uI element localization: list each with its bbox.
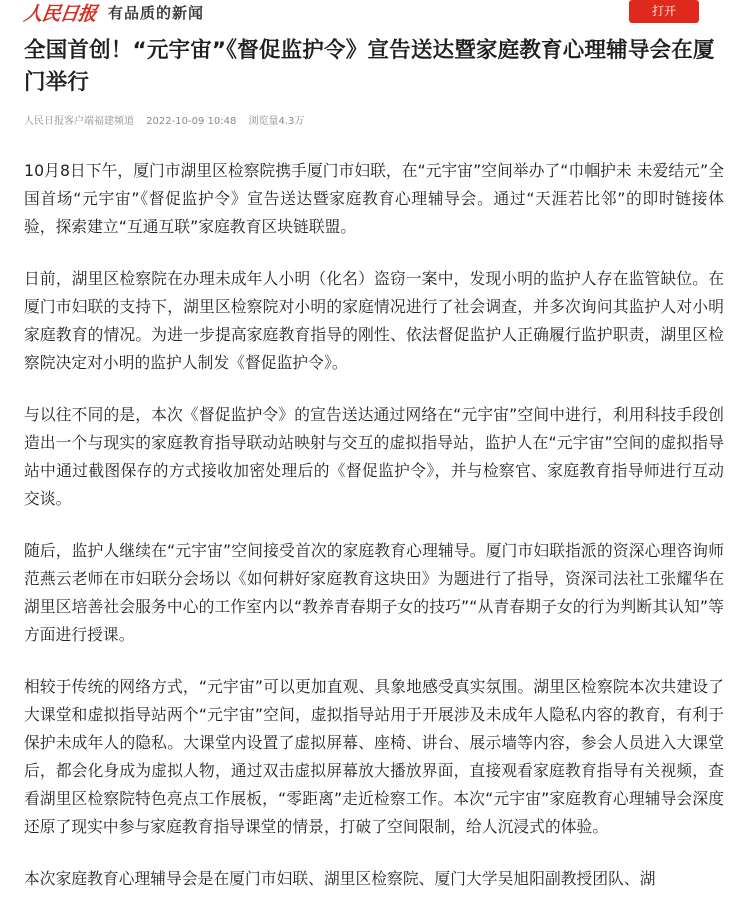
logo-brand-text: 人民日报: [22, 2, 98, 25]
article-paragraph: 相较于传统的网络方式，“元宇宙”可以更加直观、具象地感受真实氛围。湖里区检察院本次共建设了大课堂和虚拟指导站两个“元宇宙”空间，虚拟指导站用于开展涉及未成年人隐私内容的教育，有利于保护未成年人的隐私。大课堂内设置了虚拟屏幕、座椅、讲台、展示墙等内容，参会人员进入大课堂后，都会化身成为虚拟人物，通过双击虚拟屏幕放大播放界面，直接观看家庭教育指导有关视频，查看湖里区检察院特色亮点工作展板，“零距离”走近检察工作。本次“元宇宙”家庭教育心理辅导会深度还原了现实中参与家庭教育指导课堂的情景，打破了空间限制，给人沉浸式的体验。: [24, 677, 724, 836]
article-paragraph: 10月8日下午，厦门市湖里区检察院携手厦门市妇联，在“元宇宙”空间举办了“巾帼护未 未爱结元”全国首场“元宇宙”《督促监护令》宣告送达暨家庭教育心理辅导会。通过“天涯若比邻”的即时链接体验，探索建立“互通互联”家庭教育区块链联盟。: [24, 161, 724, 236]
article-datetime: 2022-10-09 10:48: [146, 116, 237, 127]
article-meta: [24, 112, 313, 127]
article-title: 全国首创！“元宇宙”《督促监护令》宣告送达暨家庭教育心理辅导会在厦门举行: [24, 38, 715, 95]
article-paragraph: 与以往不同的是，本次《督促监护令》的宣告送达通过网络在“元宇宙”空间中进行，利用科技手段创造出一个与现实的家庭教育指导联动站映射与交互的虚拟指导站，监护人在“元宇宙”空间的虚拟指导站中通过截图保存的方式接收加密处理后的《督促监护令》，并与检察官、家庭教育指导师进行互动交谈。: [24, 405, 724, 508]
article-paragraph: 随后，监护人继续在“元宇宙”空间接受首次的家庭教育心理辅导。厦门市妇联指派的资深心理咨询师范燕云老师在市妇联分会场以《如何耕好家庭教育这块田》为题进行了指导，资深司法社工张耀华在湖里区培善社会服务中心的工作室内以“教养青春期子女的技巧”“从青春期子女的行为判断其认知”等方面进行授课。: [24, 541, 724, 644]
article-views: 浏览量4.3万: [248, 116, 305, 127]
app-logo[interactable]: [24, 0, 204, 24]
open-app-button[interactable]: 打开: [629, 0, 699, 23]
article-paragraph: 日前，湖里区检察院在办理未成年人小明（化名）盗窃一案中，发现小明的监护人存在监管缺位。在厦门市妇联的支持下，湖里区检察院对小明的家庭情况进行了社会调查，并多次询问其监护人对小明家庭教育的情况。为进一步提高家庭教育指导的刚性、依法督促监护人正确履行监护职责，湖里区检察院决定对小明的监护人制发《督促监护令》。: [24, 269, 724, 372]
article-source: 人民日报客户端福建频道: [24, 116, 134, 127]
article-body: [24, 157, 724, 917]
top-bar: [0, 0, 756, 30]
logo-slogan: 有品质的新闻: [108, 3, 205, 22]
article-paragraph: 本次家庭教育心理辅导会是在厦门市妇联、湖里区检察院、厦门大学吴旭阳副教授团队、湖: [24, 869, 656, 888]
